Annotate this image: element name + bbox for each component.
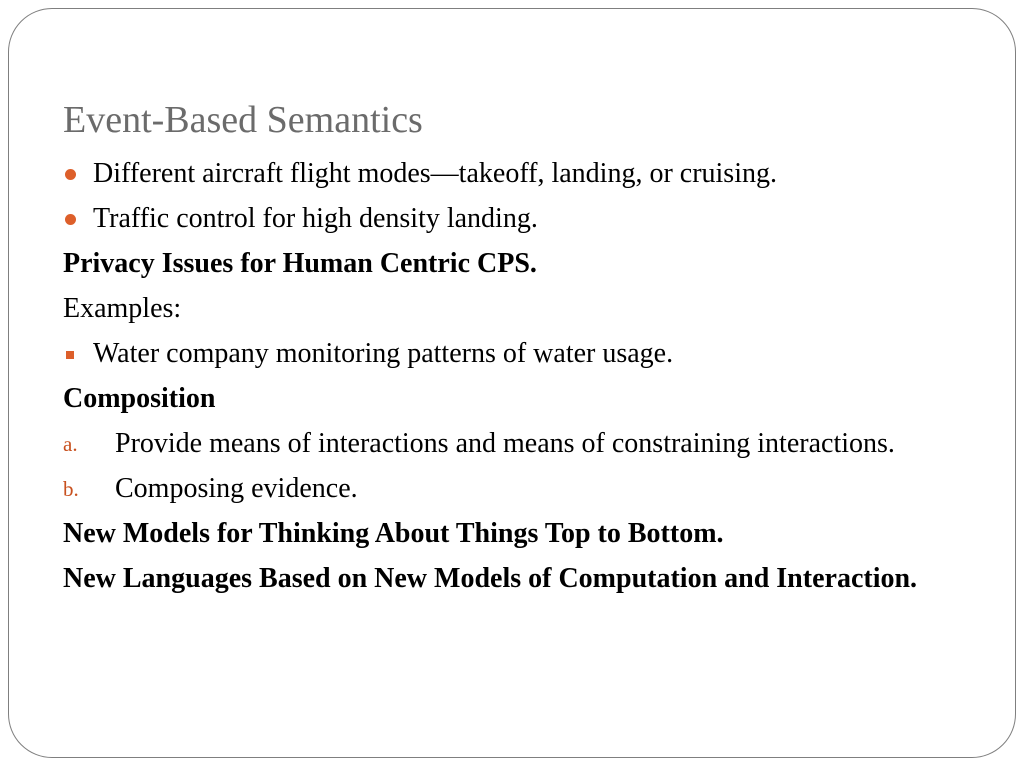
numbered-item bbox=[63, 472, 963, 506]
bullet-item bbox=[63, 202, 963, 236]
square-bullet-icon bbox=[66, 351, 74, 359]
number-marker: b. bbox=[63, 477, 79, 501]
number-marker: a. bbox=[63, 432, 78, 456]
numbered-text: Provide means of interactions and means of constraining interactions. bbox=[115, 428, 895, 459]
slide-title: Event-Based Semantics bbox=[63, 99, 423, 141]
round-bullet-icon bbox=[65, 169, 76, 180]
slide-content bbox=[63, 157, 963, 607]
section-heading: Privacy Issues for Human Centric CPS. bbox=[63, 248, 537, 279]
bullet-item bbox=[63, 337, 963, 371]
bullet-item bbox=[63, 157, 963, 191]
plain-text: Examples: bbox=[63, 293, 182, 324]
bullet-text: Traffic control for high density landing. bbox=[93, 203, 538, 234]
numbered-text: Composing evidence. bbox=[115, 473, 358, 504]
slide bbox=[8, 8, 1016, 758]
round-bullet-icon bbox=[65, 214, 76, 225]
section-heading: New Languages Based on New Models of Computation and Interaction. bbox=[63, 563, 918, 594]
bullet-text: Different aircraft flight modes—takeoff, landing, or cruising. bbox=[93, 158, 777, 189]
section-heading: Composition bbox=[63, 383, 216, 414]
bullet-text: Water company monitoring patterns of water usage. bbox=[93, 338, 674, 369]
section-heading: New Models for Thinking About Things Top to Bottom. bbox=[63, 518, 724, 549]
numbered-item bbox=[63, 427, 963, 461]
